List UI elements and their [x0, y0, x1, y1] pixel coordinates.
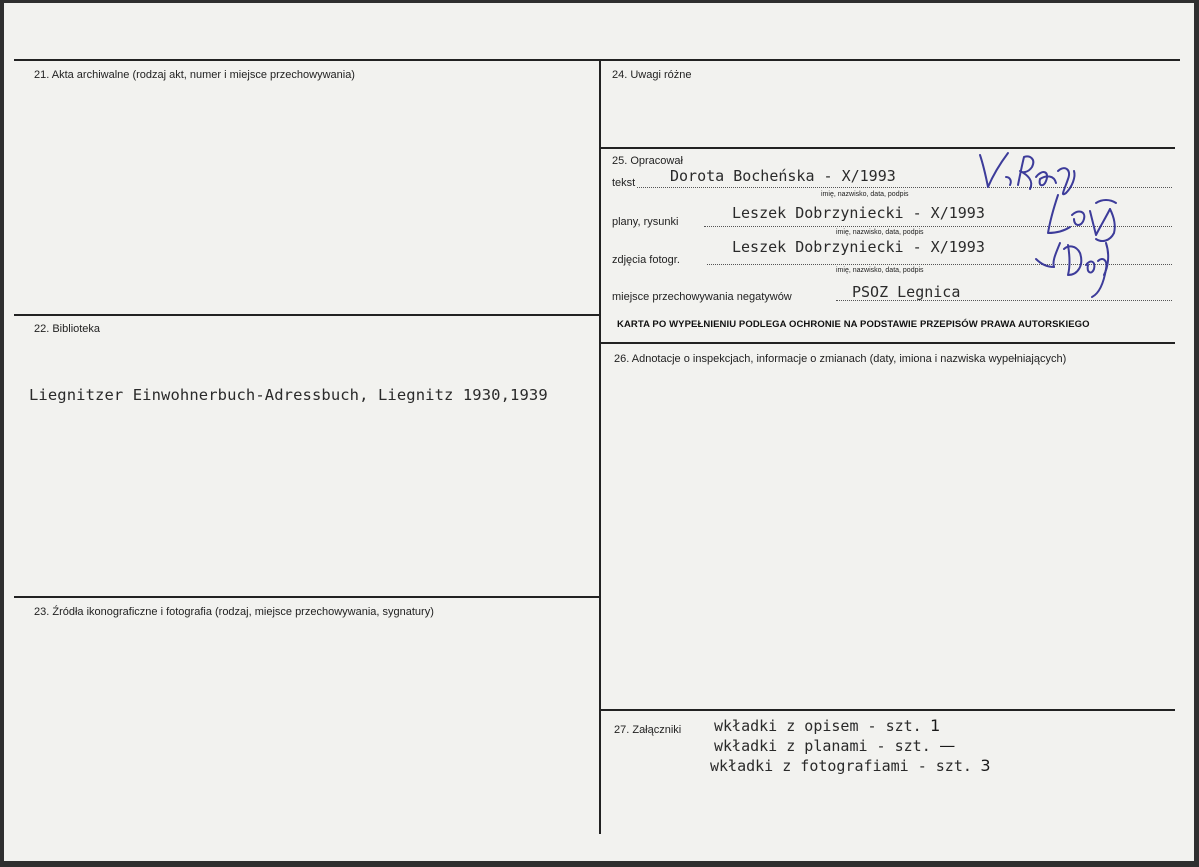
plany-caption: imię, nazwisko, data, podpis	[836, 229, 924, 236]
plany-label: plany, rysunki	[612, 216, 679, 228]
attachment-text: wkładki z fotografiami - szt.	[710, 757, 972, 775]
attachment-line	[714, 736, 955, 756]
rule-24-25	[601, 147, 1175, 149]
tekst-caption: imię, nazwisko, data, podpis	[821, 191, 909, 198]
section-24-label: 24. Uwagi różne	[612, 69, 692, 81]
attachment-text: wkładki z planami - szt.	[714, 737, 931, 755]
negatywy-value: PSOZ Legnica	[852, 283, 961, 301]
copyright-notice: KARTA PO WYPEŁNIENIU PODLEGA OCHRONIE NA PODSTAWIE PRZEPISÓW PRAWA AUTORSKIEGO	[617, 319, 1090, 330]
signature-zdjecia	[1024, 235, 1124, 301]
zdjecia-value: Leszek Dobrzyniecki - X/1993	[732, 238, 985, 256]
plany-value: Leszek Dobrzyniecki - X/1993	[732, 204, 985, 222]
rule-26-27	[601, 709, 1175, 711]
attachment-line	[714, 716, 940, 736]
attachment-count: 1	[930, 716, 941, 735]
section-21-label: 21. Akta archiwalne (rodzaj akt, numer i miejsce przechowywania)	[34, 69, 355, 81]
section-26-label: 26. Adnotacje o inspekcjach, informacje o zmianach (daty, imiona i nazwiska wypełniających)	[614, 353, 1067, 365]
attachment-count: —	[939, 736, 956, 755]
attachment-text: wkładki z opisem - szt.	[714, 717, 922, 735]
library-entry: Liegnitzer Einwohnerbuch-Adressbuch, Liegnitz 1930,1939	[29, 386, 548, 404]
attachment-line	[710, 756, 991, 776]
attachment-count: 3	[980, 756, 991, 775]
section-22-label: 22. Biblioteka	[34, 323, 101, 335]
zdjecia-caption: imię, nazwisko, data, podpis	[836, 267, 924, 274]
rule-21-22	[14, 314, 600, 316]
negatywy-label: miejsce przechowywania negatywów	[612, 291, 792, 303]
rule-25-26	[601, 342, 1175, 344]
tekst-label: tekst	[612, 177, 636, 189]
center-divider	[599, 59, 601, 834]
zdjecia-label: zdjęcia fotogr.	[612, 254, 680, 266]
section-27-label: 27. Załączniki	[614, 724, 682, 736]
top-rule	[14, 59, 1180, 61]
tekst-value: Dorota Bocheńska - X/1993	[670, 167, 896, 185]
rule-22-23	[14, 596, 600, 598]
section-25-label: 25. Opracował	[612, 155, 683, 167]
section-23-label: 23. Źródła ikonograficzne i fotografia (rodzaj, miejsce przechowywania, sygnatury)	[34, 606, 434, 618]
record-card	[4, 3, 1194, 861]
